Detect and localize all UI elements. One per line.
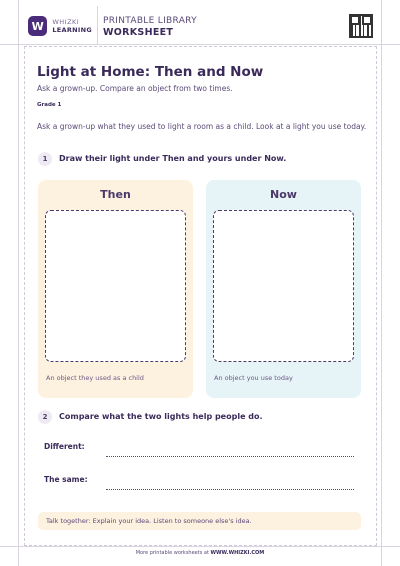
then-drawing-area[interactable] (45, 210, 186, 362)
footer-site-link[interactable]: WWW.WHIZKI.COM (210, 550, 265, 556)
same-label: The same: (44, 475, 88, 484)
step-2-number: 2 (38, 410, 52, 424)
page-title: Light at Home: Then and Now (37, 64, 264, 80)
talk-together-note: Talk together: Explain your idea. Listen to someone else's idea. (38, 512, 361, 530)
footer-prefix: More printable worksheets at (135, 550, 211, 556)
logo-mark-icon: W (28, 16, 47, 36)
footer-text (0, 550, 400, 556)
now-title: Now (270, 188, 297, 201)
grade-label: Grade 1 (37, 102, 62, 108)
header-divider (0, 44, 400, 45)
step-1-number: 1 (38, 152, 52, 166)
header-title-line-2: WORKSHEET (103, 27, 174, 38)
then-title: Then (100, 188, 131, 201)
intro-text: Ask a grown-up what they used to light a room as a child. Look at a light you use today. (37, 122, 367, 131)
different-answer-line[interactable] (106, 456, 354, 457)
now-drawing-area[interactable] (213, 210, 354, 362)
now-panel (206, 180, 361, 398)
step-2-text: Compare what the two lights help people do. (59, 412, 263, 421)
then-panel (38, 180, 193, 398)
logo-line-1: WHIZKI (52, 18, 80, 26)
qr-code-icon (349, 14, 373, 38)
header-separator (97, 6, 98, 44)
left-margin-line (18, 0, 19, 566)
step-1-text: Draw their light under Then and yours under Now. (59, 154, 287, 163)
then-caption: An object they used as a child (46, 374, 144, 382)
footer-divider (0, 546, 400, 547)
header-title-line-1: PRINTABLE LIBRARY (103, 16, 197, 26)
same-answer-line[interactable] (106, 489, 354, 490)
different-label: Different: (44, 442, 85, 451)
right-margin-line (381, 0, 382, 566)
page-subtitle: Ask a grown-up. Compare an object from two times. (37, 84, 233, 93)
brand-logo (28, 14, 92, 38)
header-title (103, 16, 197, 38)
now-caption: An object you use today (214, 374, 293, 382)
logo-line-2: LEARNING (52, 26, 92, 34)
